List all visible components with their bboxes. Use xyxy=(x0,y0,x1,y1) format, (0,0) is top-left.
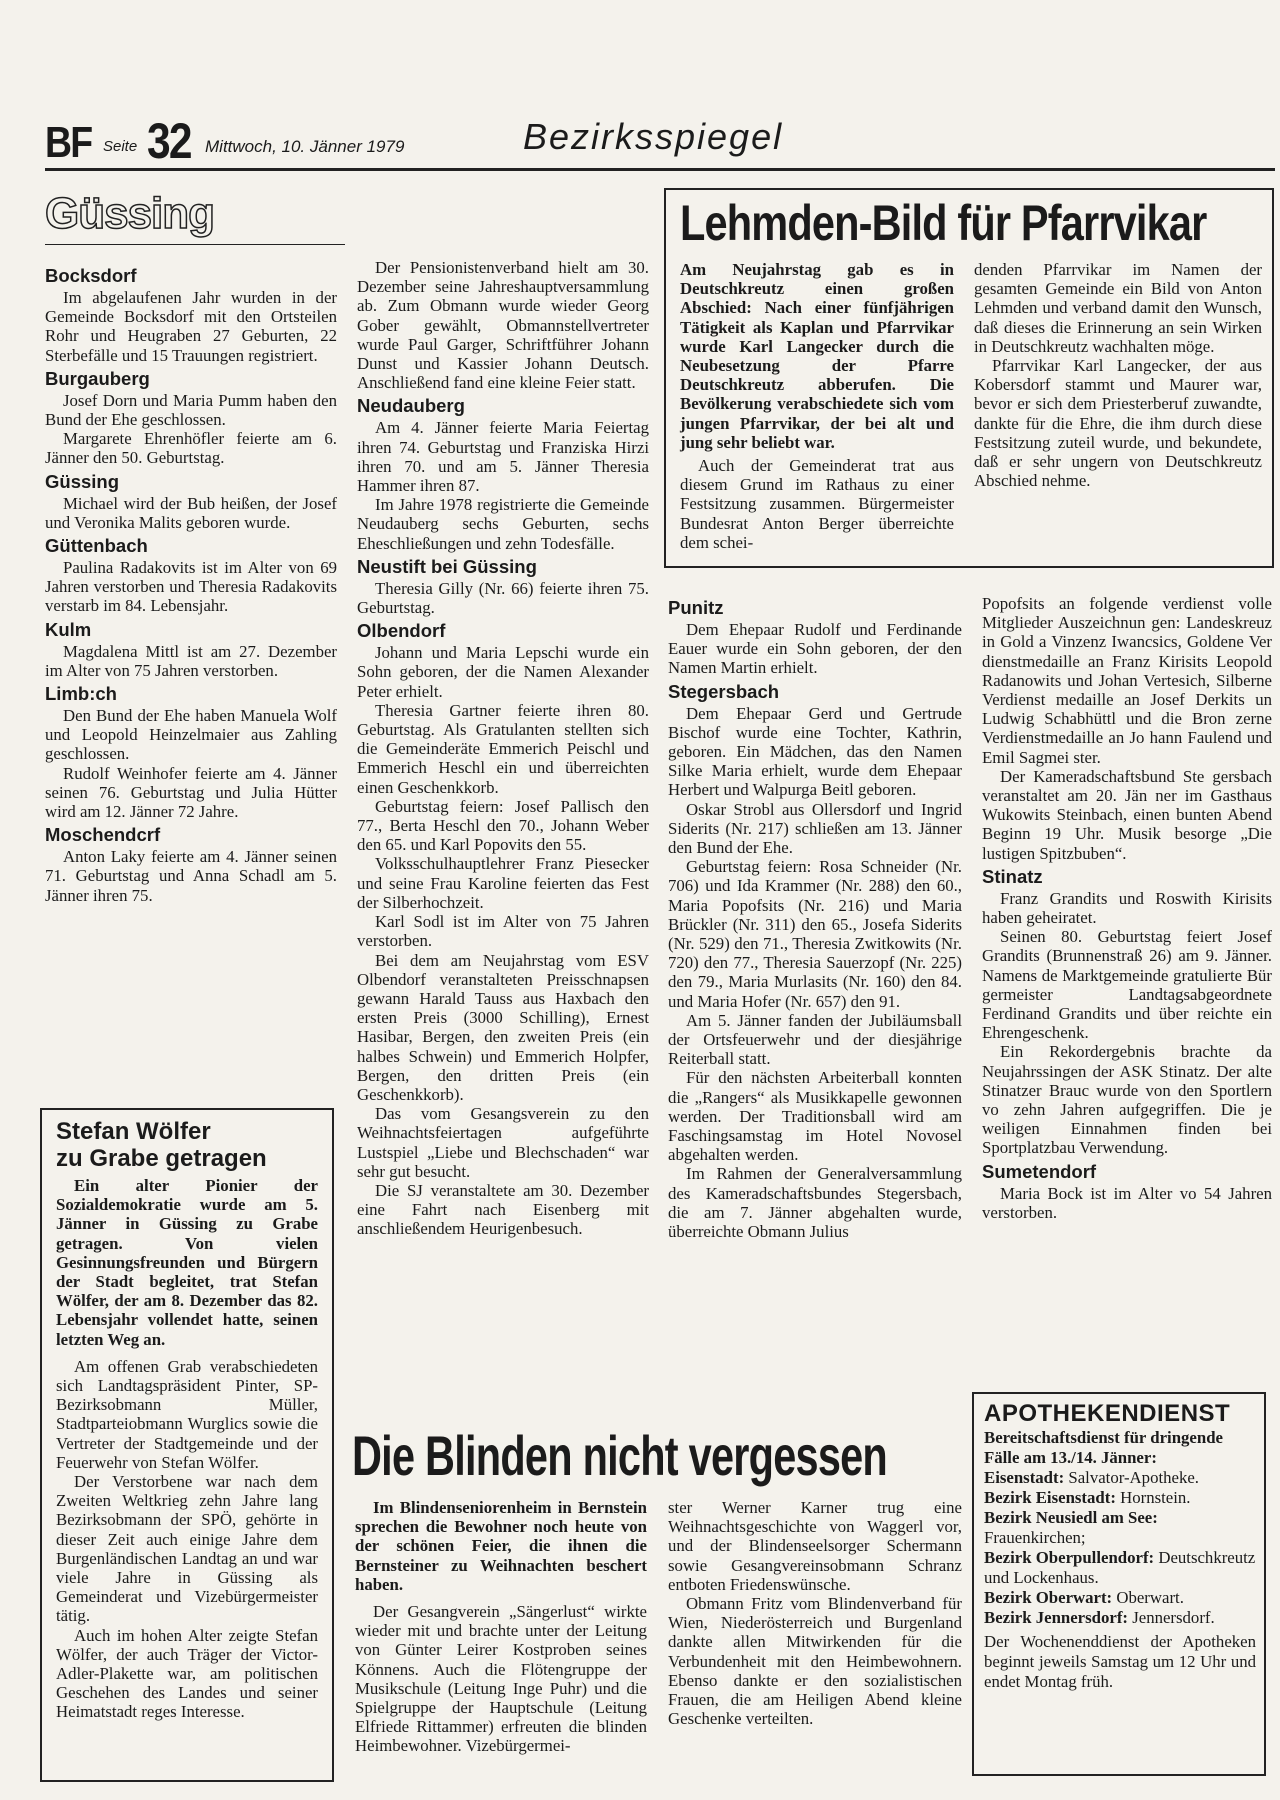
guessing-column-2 xyxy=(357,258,649,1239)
locality-heading: Bocksdorf xyxy=(45,265,137,286)
locality-heading: Kulm xyxy=(45,618,92,640)
locality-heading: Güttenbach xyxy=(45,535,148,557)
pharmacy-location: Hornstein. xyxy=(1115,1488,1191,1507)
news-paragraph: Dem Ehepaar Rudolf und Ferdinande Eauer wurde ein Sohn geboren, der den Namen Martin erhielt. xyxy=(668,620,962,678)
district-label: Eisenstadt: xyxy=(984,1468,1065,1487)
locality-heading: Olbendorf xyxy=(357,620,446,642)
news-paragraph: Bei dem am Neujahrstag vom ESV Olbendorf veranstalteten Preisschnapsen gewann Harald Tauss aus Haxbach den ersten Preis (3000 Schilling), Ernest Hasibar, Bergen, den zweiten Preis (ein halbes Schwein) und Emmerich Holpfer, Bergen, den dritten Preis (ein Geschenkkorb). xyxy=(357,950,649,1104)
news-paragraph: Im abgelaufenen Jahr wurden in der Gemeinde Bocksdorf mit den Ortsteilen Rohr und Heugraben 27 Geburten, 22 Sterbefälle und 15 Trauungen registriert. xyxy=(45,288,337,365)
blinden-paragraph-continued: ster Werner Karner trug eine Weihnachtsgeschichte von Waggerl vor, und der Blindenseelsorger Schermann sowie Gesangvereinsobmann Schranz entboten Friedenswünsche. xyxy=(668,1498,962,1594)
news-paragraph: Am 5. Jänner fanden der Jubiläumsball der Ortsfeuerwehr und der diesjährige Reiterball statt. xyxy=(668,1010,962,1069)
news-paragraph: Dem Ehepaar Gerd und Gertrude Bischof wurde eine Tochter, Kathrin, geboren. Ein Mädchen, das den Namen Silke Maria erhielt, wurde dem Ehepaar Herbert und Walpurga Beitl geboren. xyxy=(668,703,962,800)
blinden-lead: Im Blindenseniorenheim in Bernstein sprechen die Bewohner noch heute von der schönen Feier, die ihnen die Bernsteiner zu Weihnachten beschert haben. xyxy=(355,1498,647,1594)
locality-heading: Burgauberg xyxy=(45,367,150,389)
news-paragraph: Für den nächsten Arbeiterball konnten die „Rangers“ als Musikkapelle gewonnen werden. Der Traditionsball wird am Faschingsamstag im Hotel Novosel abgehalten werden. xyxy=(668,1068,962,1165)
page-header xyxy=(45,110,1275,171)
woelfer-lead: Ein alter Pionier der Sozialdemokratie wurde am 5. Jänner in Güssing zu Grabe getragen. Von vielen Gesinnungsfreunden und Bürgern der Stadt begleitet, trat Stefan Wölfer, der am 8. Dezember das 82. Lebensjahr vollendet hatte, seinen letzten Weg an. xyxy=(56,1176,318,1349)
news-paragraph: Popofsits an folgende verdienst volle Mitglieder Auszeichnun gen: Landeskreuz in Gold a Vinzenz Iwancsics, Goldene Ver dienstmedaille an Franz Kirisits Leopold Radanowits und Johan Vertesich, Silberne Verdienst medaille an Josef Derkits un Ludwig Schabhüttl und die Bron zerne Verdienstmedaille an Jo hann Faulend und Emil Sagmei ster. xyxy=(982,594,1272,767)
pharmacy-row xyxy=(984,1548,1256,1588)
news-paragraph: Im Rahmen der Generalversammlung des Kameradschaftsbundes Stegersbach, die am 7. Jänner abgehalten wurde, überreichte Obmann Julius xyxy=(668,1164,962,1242)
news-paragraph: Theresia Gilly (Nr. 66) feierte ihren 75. Geburtstag. xyxy=(357,578,649,618)
woelfer-paragraph: Der Verstorbene war nach dem Zweiten Weltkrieg zehn Jahre lang Bezirksobmann der SPÖ, gehörte in dieser Zeit auch einige Jahre dem Burgenländischen Landtag an und war viele Jahre in Güssing als Gemeinderat und Vizebürgermeister tätig. xyxy=(56,1472,318,1626)
lehmden-paragraph-continued: denden Pfarrvikar im Namen der gesamten Gemeinde ein Bild von Anton Lehmden und verband damit den Wunsch, daß dieses die Erinnerung an sein Wirken in Deutschkreutz wachhalten möge. xyxy=(974,260,1262,356)
pharmacy-row xyxy=(984,1588,1256,1608)
woelfer-article xyxy=(40,1108,334,1782)
apotheke-list xyxy=(984,1468,1256,1628)
region-logo-guessing: Güssing xyxy=(45,189,215,238)
locality-heading: Limb:ch xyxy=(45,683,117,705)
news-paragraph: Der Kameradschaftsbund Ste gersbach veranstaltet am 20. Jän ner im Gasthaus Wukowits Steinbach, einen bunten Abend Beginn 19 Uhr. Musik besorge „Die lustigen Spitzbuben“. xyxy=(982,766,1272,863)
section-title: Bezirksspiegel xyxy=(523,116,784,157)
locality-heading: Neudauberg xyxy=(357,395,465,417)
pharmacy-location: Oberwart. xyxy=(1112,1588,1184,1607)
woelfer-headline-1: Stefan Wölfer xyxy=(56,1118,211,1145)
news-paragraph: Karl Sodl ist im Alter von 75 Jahren verstorben. xyxy=(357,912,649,951)
news-paragraph: Am 4. Jänner feierte Maria Feiertag ihren 74. Geburtstag und Franziska Hirzi ihren 70. und am 5. Jänner Theresia Hammer ihren 87. xyxy=(357,418,649,496)
news-paragraph: Paulina Radakovits ist im Alter von 69 Jahren verstorben und Theresia Radakovits verstarb im 84. Lebensjahr. xyxy=(45,558,337,616)
apothekendienst-intro: Bereitschaftsdienst für dringende Fälle am 13./14. Jänner: xyxy=(984,1428,1223,1467)
news-paragraph: Franz Grandits und Roswith Kirisits haben geheiratet. xyxy=(982,888,1272,928)
page-label: Seite xyxy=(103,138,138,155)
news-paragraph: Volksschulhauptlehrer Franz Piesecker und seine Frau Karoline feierten das Fest der Silberhochzeit. xyxy=(357,854,649,912)
news-paragraph: Oskar Strobl aus Ollersdorf und Ingrid Siderits (Nr. 217) schließen am 13. Jänner den Bund der Ehe. xyxy=(668,799,962,858)
news-paragraph: Magdalena Mittl ist am 27. Dezember im Alter von 75 Jahren verstorben. xyxy=(45,641,337,680)
news-paragraph: Der Pensionistenverband hielt am 30. Dezember seine Jahreshauptversammlung ab. Zum Obmann wurde wieder Georg Gober gewählt, Obmannstellvertreter wurde Paul Garger, Schriftführer Johann Dunst und Kassier Johann Deutsch. Anschließend fand eine kleine Feier statt. xyxy=(357,258,649,393)
district-label: Bezirk Oberpullendorf: xyxy=(984,1548,1155,1567)
locality-heading: Stegersbach xyxy=(668,680,780,702)
locality-heading: Güssing xyxy=(45,470,120,492)
pharmacy-row xyxy=(984,1508,1256,1548)
pharmacy-location: Jennersdorf. xyxy=(1128,1608,1215,1627)
news-paragraph: Maria Bock ist im Alter vo 54 Jahren verstorben. xyxy=(982,1183,1272,1222)
news-paragraph: Den Bund der Ehe haben Manuela Wolf und Leopold Heinzelmaier aus Zahling geschlossen. xyxy=(45,706,337,764)
guessing-column-4 xyxy=(982,594,1272,1222)
divider xyxy=(45,244,345,245)
news-paragraph: Anton Laky feierte am 4. Jänner seinen 71. Geburtstag und Anna Schadl am 5. Jänner ihren 75. xyxy=(45,847,337,905)
news-paragraph: Das vom Gesangsverein zu den Weihnachtsfeiertagen aufgeführte Lustspiel „Liebe und Blechschaden“ war sehr gut besucht. xyxy=(357,1104,649,1181)
district-label: Bezirk Jennersdorf: xyxy=(984,1608,1129,1627)
locality-heading: Sumetendorf xyxy=(982,1160,1097,1182)
lehmden-paragraph: Pfarrvikar Karl Langecker, der aus Kobersdorf stammt und Maurer war, bevor er sich dem Priesterberuf zuwandte, dankte für die Ehre, die ihm durch diese Festsitzung zuteil wurde, und bekundete, daß er sehr ungern von Deutschkreutz Abschied nehme. xyxy=(974,356,1262,491)
blinden-paragraph: Der Gesangverein „Sängerlust“ wirkte wieder mit und brachte unter der Leitung von Günter Leirer Kostproben seines Könnens. Auch die Flötengruppe der Musikschule (Leitung Inge Puhr) und die Spielgruppe der Hauptschule (Leitung Elfriede Rittammer) erfreuten die blinden Heimbewohner. Vizebürgermei- xyxy=(355,1602,647,1756)
news-paragraph: Michael wird der Bub heißen, der Josef und Veronika Malits geboren wurde. xyxy=(45,493,337,532)
locality-heading: Neustift bei Güssing xyxy=(357,555,537,577)
lehmden-article xyxy=(664,188,1274,568)
pharmacy-row xyxy=(984,1608,1256,1628)
guessing-column-3 xyxy=(668,594,962,1241)
blinden-paragraph: Obmann Fritz vom Blindenverband für Wien, Niederösterreich und Burgenland dankte allen Mitwirkenden für die Verbundenheit mit den Heimbewohnern. Ebenso dankte er den sozialistischen Frauen, die am Heiligen Abend kleine Geschenke verteilten. xyxy=(668,1594,962,1729)
lehmden-paragraph: Auch der Gemeinderat trat aus diesem Grund im Rathaus zu einer Festsitzung zusammen. Bürgermeister Bundesrat Anton Berger überreichte dem schei- xyxy=(680,456,954,552)
pharmacy-location: Deutschkreutz und Lockenhaus. xyxy=(984,1548,1256,1587)
apothekendienst-footer: Der Wochenenddienst der Apotheken beginnt jeweils Samstag um 12 Uhr und endet Montag früh. xyxy=(984,1632,1256,1691)
district-label: Bezirk Oberwart: xyxy=(984,1588,1113,1607)
apothekendienst-title: APOTHEKENDIENST xyxy=(984,1400,1231,1427)
news-paragraph: Ein Rekordergebnis brachte da Neujahrssingen der ASK Stinatz. Der alte Stinatzer Brauc wurde von den Sportlern vo zehn Jahren aufgegriffen. Die je weiligen Einnahmen finden bei Sportplatzbau Verwendung. xyxy=(982,1042,1272,1158)
news-paragraph: Rudolf Weinhofer feierte am 4. Jänner seinen 76. Geburtstag und Julia Hütter wird am 12. Jänner 72 Jahre. xyxy=(45,763,337,822)
district-label: Bezirk Neusiedl am See: xyxy=(984,1508,1158,1527)
paper-logo: BF xyxy=(45,118,92,167)
woelfer-paragraph: Auch im hohen Alter zeigte Stefan Wölfer, der auch Träger der Victor-Adler-Plakette war, am politischen Geschehen des Landes und seiner Heimatstadt reges Interesse. xyxy=(56,1625,318,1722)
news-paragraph: Die SJ veranstaltete am 30. Dezember eine Fahrt nach Eisenberg mit anschließendem Heurigenbesuch. xyxy=(357,1180,649,1239)
pharmacy-row xyxy=(984,1468,1256,1488)
locality-heading: Punitz xyxy=(668,597,724,618)
news-paragraph: Geburtstag feiern: Josef Pallisch den 77., Berta Heschl den 70., Johann Weber den 65. und Karl Popovits den 55. xyxy=(357,796,649,855)
locality-heading: Stinatz xyxy=(982,865,1043,887)
news-paragraph: Geburtstag feiern: Rosa Schneider (Nr. 706) und Ida Krammer (Nr. 288) den 60., Maria Popofsits (Nr. 216) und Maria Brückler (Nr. 311) den 65., Josefa Siderits (Nr. 529) den 71., Theresia Zwitkowits (Nr. 720) den 77., Theresia Sauerzopf (Nr. 225) den 79., Maria Murlasits (Nr. 160) den 84. und Maria Hofer (Nr. 657) den 91. xyxy=(668,857,962,1011)
woelfer-headline-2: zu Grabe getragen xyxy=(56,1145,267,1172)
lehmden-lead: Am Neujahrstag gab es in Deutschkreutz einen großen Abschied: Nach einer fünfjährigen Tätigkeit als Kaplan und Pfarrvikar wurde Karl Langecker durch die Neubesetzung der Pfarre Deutschkreutz abberufen. Die Bevölkerung verabschiedete sich vom jungen Pfarrvikar, der bei alt und jung sehr beliebt war. xyxy=(680,260,954,452)
news-paragraph: Im Jahre 1978 registrierte die Gemeinde Neudauberg sechs Geburten, sechs Eheschließungen und zehn Todesfälle. xyxy=(357,495,649,553)
locality-heading: Moschendcrf xyxy=(45,824,161,846)
page-number: 32 xyxy=(147,113,191,169)
pharmacy-location: Frauenkirchen; xyxy=(984,1528,1086,1547)
news-paragraph: Johann und Maria Lepschi wurde ein Sohn geboren, der die Namen Alexander Peter erhielt. xyxy=(357,643,649,701)
issue-date: Mittwoch, 10. Jänner 1979 xyxy=(205,137,405,156)
guessing-column-1 xyxy=(45,262,337,905)
news-paragraph: Seinen 80. Geburtstag feiert Josef Grandits (Brunnenstraß 26) am 9. Jänner. Namens de Marktgemeinde gratulierte Bür germeister Landtagsabgeordnete Ferdinand Grandits und über reichte ein Ehrengeschenk. xyxy=(982,927,1272,1043)
pharmacy-row xyxy=(984,1488,1256,1508)
lehmden-headline: Lehmden-Bild für Pfarrvikar xyxy=(680,195,1207,251)
news-paragraph: Theresia Gartner feierte ihren 80. Geburtstag. Als Gratulanten stellten sich die Gemeinderäte Emmerich Peischl und Emmerich Heschl ein und überreichten einen Geschenkkorb. xyxy=(357,700,649,797)
district-label: Bezirk Eisenstadt: xyxy=(984,1488,1116,1507)
news-paragraph: Margarete Ehrenhöfler feierte am 6. Jänner den 50. Geburtstag. xyxy=(45,429,337,468)
woelfer-paragraph: Am offenen Grab verabschiedeten sich Landtagspräsident Pinter, SP-Bezirksobmann Müller, Stadtparteiobmann Wurglics sowie die Vertreter der Stadtgemeinde und der Feuerwehr von Stefan Wölfer. xyxy=(56,1356,318,1472)
news-paragraph: Josef Dorn und Maria Pumm haben den Bund der Ehe geschlossen. xyxy=(45,390,337,430)
pharmacy-location: Salvator-Apotheke. xyxy=(1064,1468,1199,1487)
blinden-headline: Die Blinden nicht vergessen xyxy=(352,1424,888,1487)
apothekendienst-box xyxy=(972,1392,1266,1776)
